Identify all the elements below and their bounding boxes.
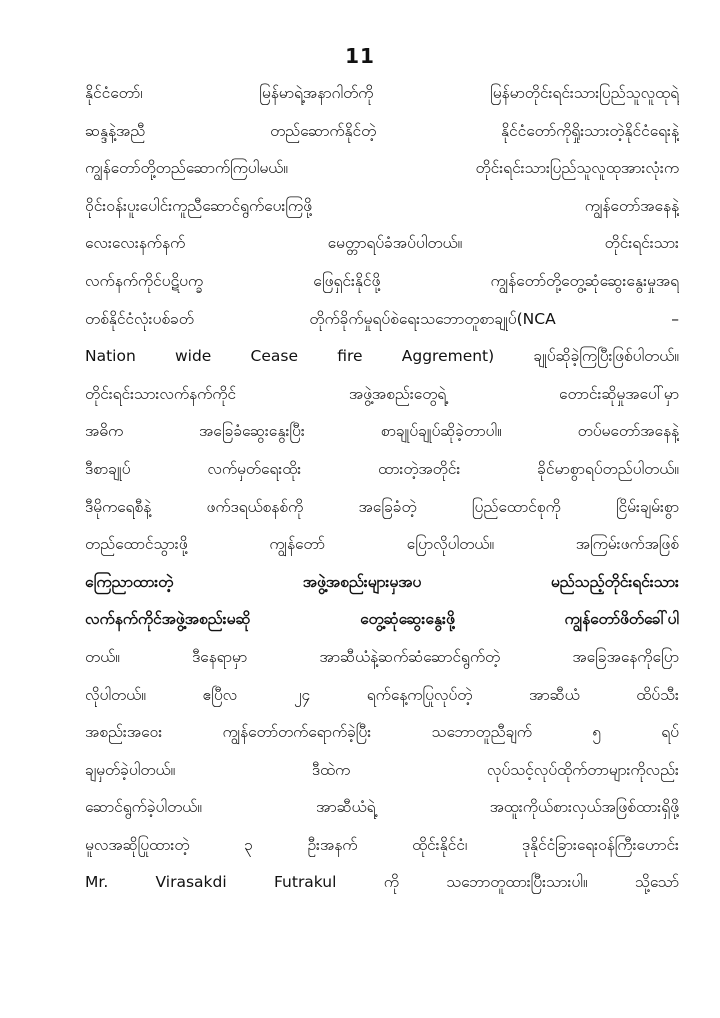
text-line: ဆောင်ရွက်ခဲ့ပါတယ်။ အာဆီယံရဲ့ အထူးကိုယ်စားလှယ်အဖြစ်ထားရှိဖို့ xyxy=(85,798,679,817)
text-line: ဒီစာချုပ် လက်မှတ်ရေးထိုး ထားတဲ့အတိုင်း ခိုင်မာစွာရပ်တည်ပါတယ်။ xyxy=(85,459,679,478)
text-line: ကြေညာထားတဲ့ အဖွဲ့အစည်းများမှအပ မည်သည့်တိုင်းရင်းသား xyxy=(85,572,679,591)
text-line: တိုင်းရင်းသားလက်နက်ကိုင် အဖွဲ့အစည်းတွေရဲ့ တောင်းဆိုမှုအပေါ်မှာ xyxy=(85,384,679,403)
text-line: တစ်နိုင်ငံလုံးပစ်ခတ် တိုက်ခိုက်မှုရပ်စဲရေးသဘောတူစာချုပ်(NCA – xyxy=(85,309,679,328)
text-line: လိုပါတယ်။ ဧပြီလ ၂၄ ရက်နေ့ကပြုလုပ်တဲ့ အာဆီယံ ထိပ်သီး xyxy=(85,685,679,704)
text-line: တယ်။ ဒီနေရာမှာ အာဆီယံနဲ့ဆက်ဆံဆောင်ရွက်တဲ့ အခြေအနေကိုပြော xyxy=(85,647,679,666)
text-line: လေးလေးနက်နက် မေတ္တာရပ်ခံအပ်ပါတယ်။ တိုင်းရင်းသား xyxy=(85,234,679,253)
text-line: ဒီမိုကရေစီနဲ့ ဖက်ဒရယ်စနစ်ကို အခြေခံတဲ့ ပြည်ထောင်စုကို ငြိမ်းချမ်းစွာ xyxy=(85,497,679,516)
text-line: လက်နက်ကိုင်အဖွဲ့အစည်းမဆို တွေ့ဆုံဆွေးနွေးဖို့ ကျွန်တော်ဖိတ်ခေါ်ပါ xyxy=(85,610,679,629)
text-line: ဝိုင်းဝန်းပူးပေါင်းကူညီဆောင်ရွက်ပေးကြဖို့ ကျွန်တော်အနေနဲ့ xyxy=(85,196,679,215)
text-line: ကျွန်တော်တို့တည်ဆောက်ကြပါမယ်။ တိုင်းရင်းသားပြည်သူလူထုအားလုံးက xyxy=(85,159,679,178)
text-line: အဓိက အခြေခံဆွေးနွေးပြီး စာချုပ်ချုပ်ဆိုခဲ့တာပါ။ တပ်မတော်အနေနဲ့ xyxy=(85,422,679,441)
text-line: မူလအဆိုပြုထားတဲ့ ၃ ဦးအနက် ထိုင်းနိုင်ငံ၊ ဒုနိုင်ငံခြားရေးဝန်ကြီးဟောင်း xyxy=(85,835,679,854)
text-line: နိုင်ငံတော်၊ မြန်မာရဲ့အနာဂါတ်ကို မြန်မာတိုင်းရင်းသားပြည်သူလူထုရဲ့ xyxy=(85,84,679,102)
text-line: ဆန္ဒနဲ့အညီ တည်ဆောက်နိုင်တဲ့ နိုင်ငံတော်ကိုရှိုးသားတဲ့နိုင်ငံရေးနဲ့ xyxy=(85,121,679,140)
text-line: ချမှတ်ခဲ့ပါတယ်။ ဒီထဲက လုပ်သင့်လုပ်ထိုက်တာများကိုလည်း xyxy=(85,760,679,779)
page-number: 11 xyxy=(345,44,375,68)
body-text xyxy=(85,75,679,902)
text-line: တည်ထောင်သွားဖို့ ကျွန်တော် ပြောလိုပါတယ်။ အကြမ်းဖက်အဖြစ် xyxy=(85,535,679,554)
text-line: Mr. Virasakdi Futrakul ကို သဘောတူထားပြီးသားပါ။ သို့သော် xyxy=(85,873,679,892)
text-line: Nation wide Cease fire Aggrement) ချုပ်ဆိုခဲ့ကြပြီးဖြစ်ပါတယ်။ xyxy=(85,347,679,366)
text-line: လက်နက်ကိုင်ပဋိပက္ခ ဖြေရှင်းနိုင်ဖို့ ကျွန်တော်တို့တွေ့ဆုံဆွေးနွေးမှုအရ xyxy=(85,271,679,290)
text-line: အစည်းအဝေး ကျွန်တော်တက်ရောက်ခဲ့ပြီး သဘောတူညီချက် ၅ ရပ် xyxy=(85,723,679,742)
